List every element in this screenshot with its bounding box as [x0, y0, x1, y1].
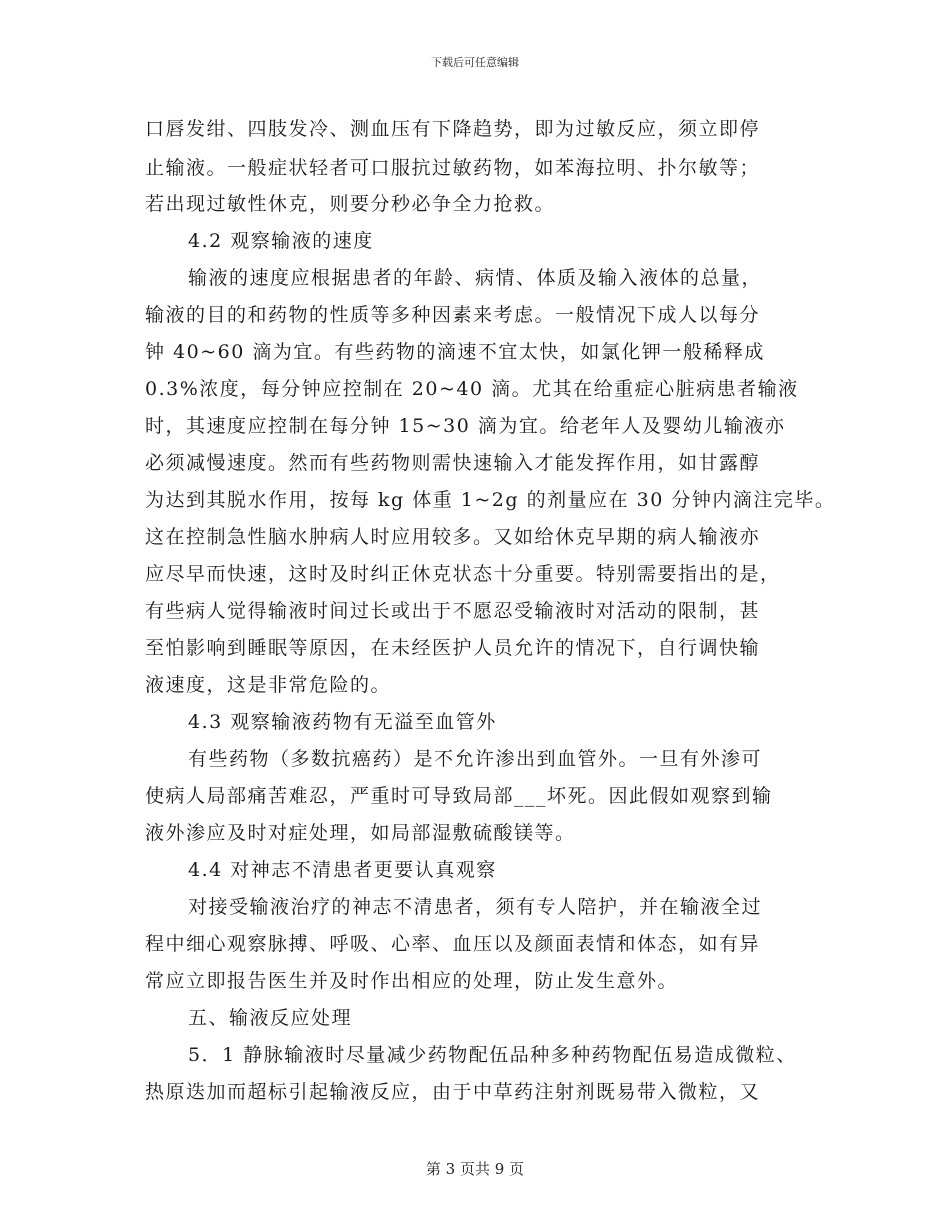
- paragraph-line: 这在控制急性脑水肿病人时应用较多。又如给休克早期的病人输液亦: [145, 526, 761, 548]
- paragraph-line: 为达到其脱水作用，按每 kg 体重 1~2g 的剂量应在 30 分钟内滴注完毕。: [145, 489, 836, 511]
- section-heading: 4.3 观察输液药物有无溢至血管外: [188, 711, 497, 733]
- paragraph-line: 至怕影响到睡眠等原因，在未经医护人员允许的情况下，自行调快输: [145, 637, 761, 659]
- paragraph-line: 液速度，这是非常危险的。: [145, 674, 392, 696]
- section-heading: 4.2 观察输液的速度: [188, 230, 374, 252]
- paragraph-line: 止输液。一般症状轻者可口服抗过敏药物，如苯海拉明、扑尔敏等；: [145, 157, 761, 179]
- paragraph-line: 对接受输液治疗的神志不清患者，须有专人陪护，并在输液全过: [188, 896, 763, 918]
- paragraph-line: 输液的速度应根据患者的年龄、病情、体质及输入液体的总量，: [188, 267, 763, 289]
- paragraph-line: 常应立即报告医生并及时作出相应的处理，防止发生意外。: [145, 970, 679, 992]
- paragraph-line: 液外渗应及时对症处理，如局部湿敷硫酸镁等。: [145, 822, 576, 844]
- paragraph-line: 程中细心观察脉搏、呼吸、心率、血压以及颜面表情和体态，如有异: [145, 933, 761, 955]
- paragraph-line: 输液的目的和药物的性质等多种因素来考虑。一般情况下成人以每分: [145, 304, 761, 326]
- paragraph-line: 钟 40~60 滴为宜。有些药物的滴速不宜太快，如氯化钾一般稀释成: [145, 341, 765, 363]
- paragraph-line: 若出现过敏性休克，则要分秒必争全力抢救。: [145, 193, 556, 215]
- page-header: 下载后可任意编辑: [431, 56, 519, 69]
- paragraph-line: 有些病人觉得输液时间过长或出于不愿忍受输液时对活动的限制，甚: [145, 600, 761, 622]
- paragraph-line: 口唇发绀、四肢发冷、测血压有下降趋势，即为过敏反应，须立即停: [145, 118, 761, 140]
- section-heading: 4.4 对神志不清患者更要认真观察: [188, 859, 497, 881]
- paragraph-line: 5．1 静脉输液时尽量减少药物配伍品种多种药物配伍易造成微粒、: [188, 1044, 797, 1066]
- paragraph-line: 热原迭加而超标引起输液反应，由于中草药注射剂既易带入微粒，又: [145, 1081, 761, 1103]
- paragraph-line: 应尽早而快速，这时及时纠正休克状态十分重要。特别需要指出的是，: [145, 563, 781, 585]
- paragraph-line: 必须减慢速度。然而有些药物则需快速输入才能发挥作用，如甘露醇: [145, 452, 761, 474]
- paragraph-line: 使病人局部痛苦难忍，严重时可导致局部___坏死。因此假如观察到输: [145, 785, 773, 807]
- paragraph-line: 0.3%浓度，每分钟应控制在 20~40 滴。尤其在给重症心脏病患者输液: [145, 378, 799, 400]
- page-footer: 第 3 页共 9 页: [425, 1160, 525, 1178]
- paragraph-line: 有些药物（多数抗癌药）是不允许渗出到血管外。一旦有外渗可: [188, 748, 763, 770]
- section-heading: 五、输液反应处理: [188, 1007, 353, 1029]
- paragraph-line: 时，其速度应控制在每分钟 15~30 滴为宜。给老年人及婴幼儿输液亦: [145, 415, 786, 437]
